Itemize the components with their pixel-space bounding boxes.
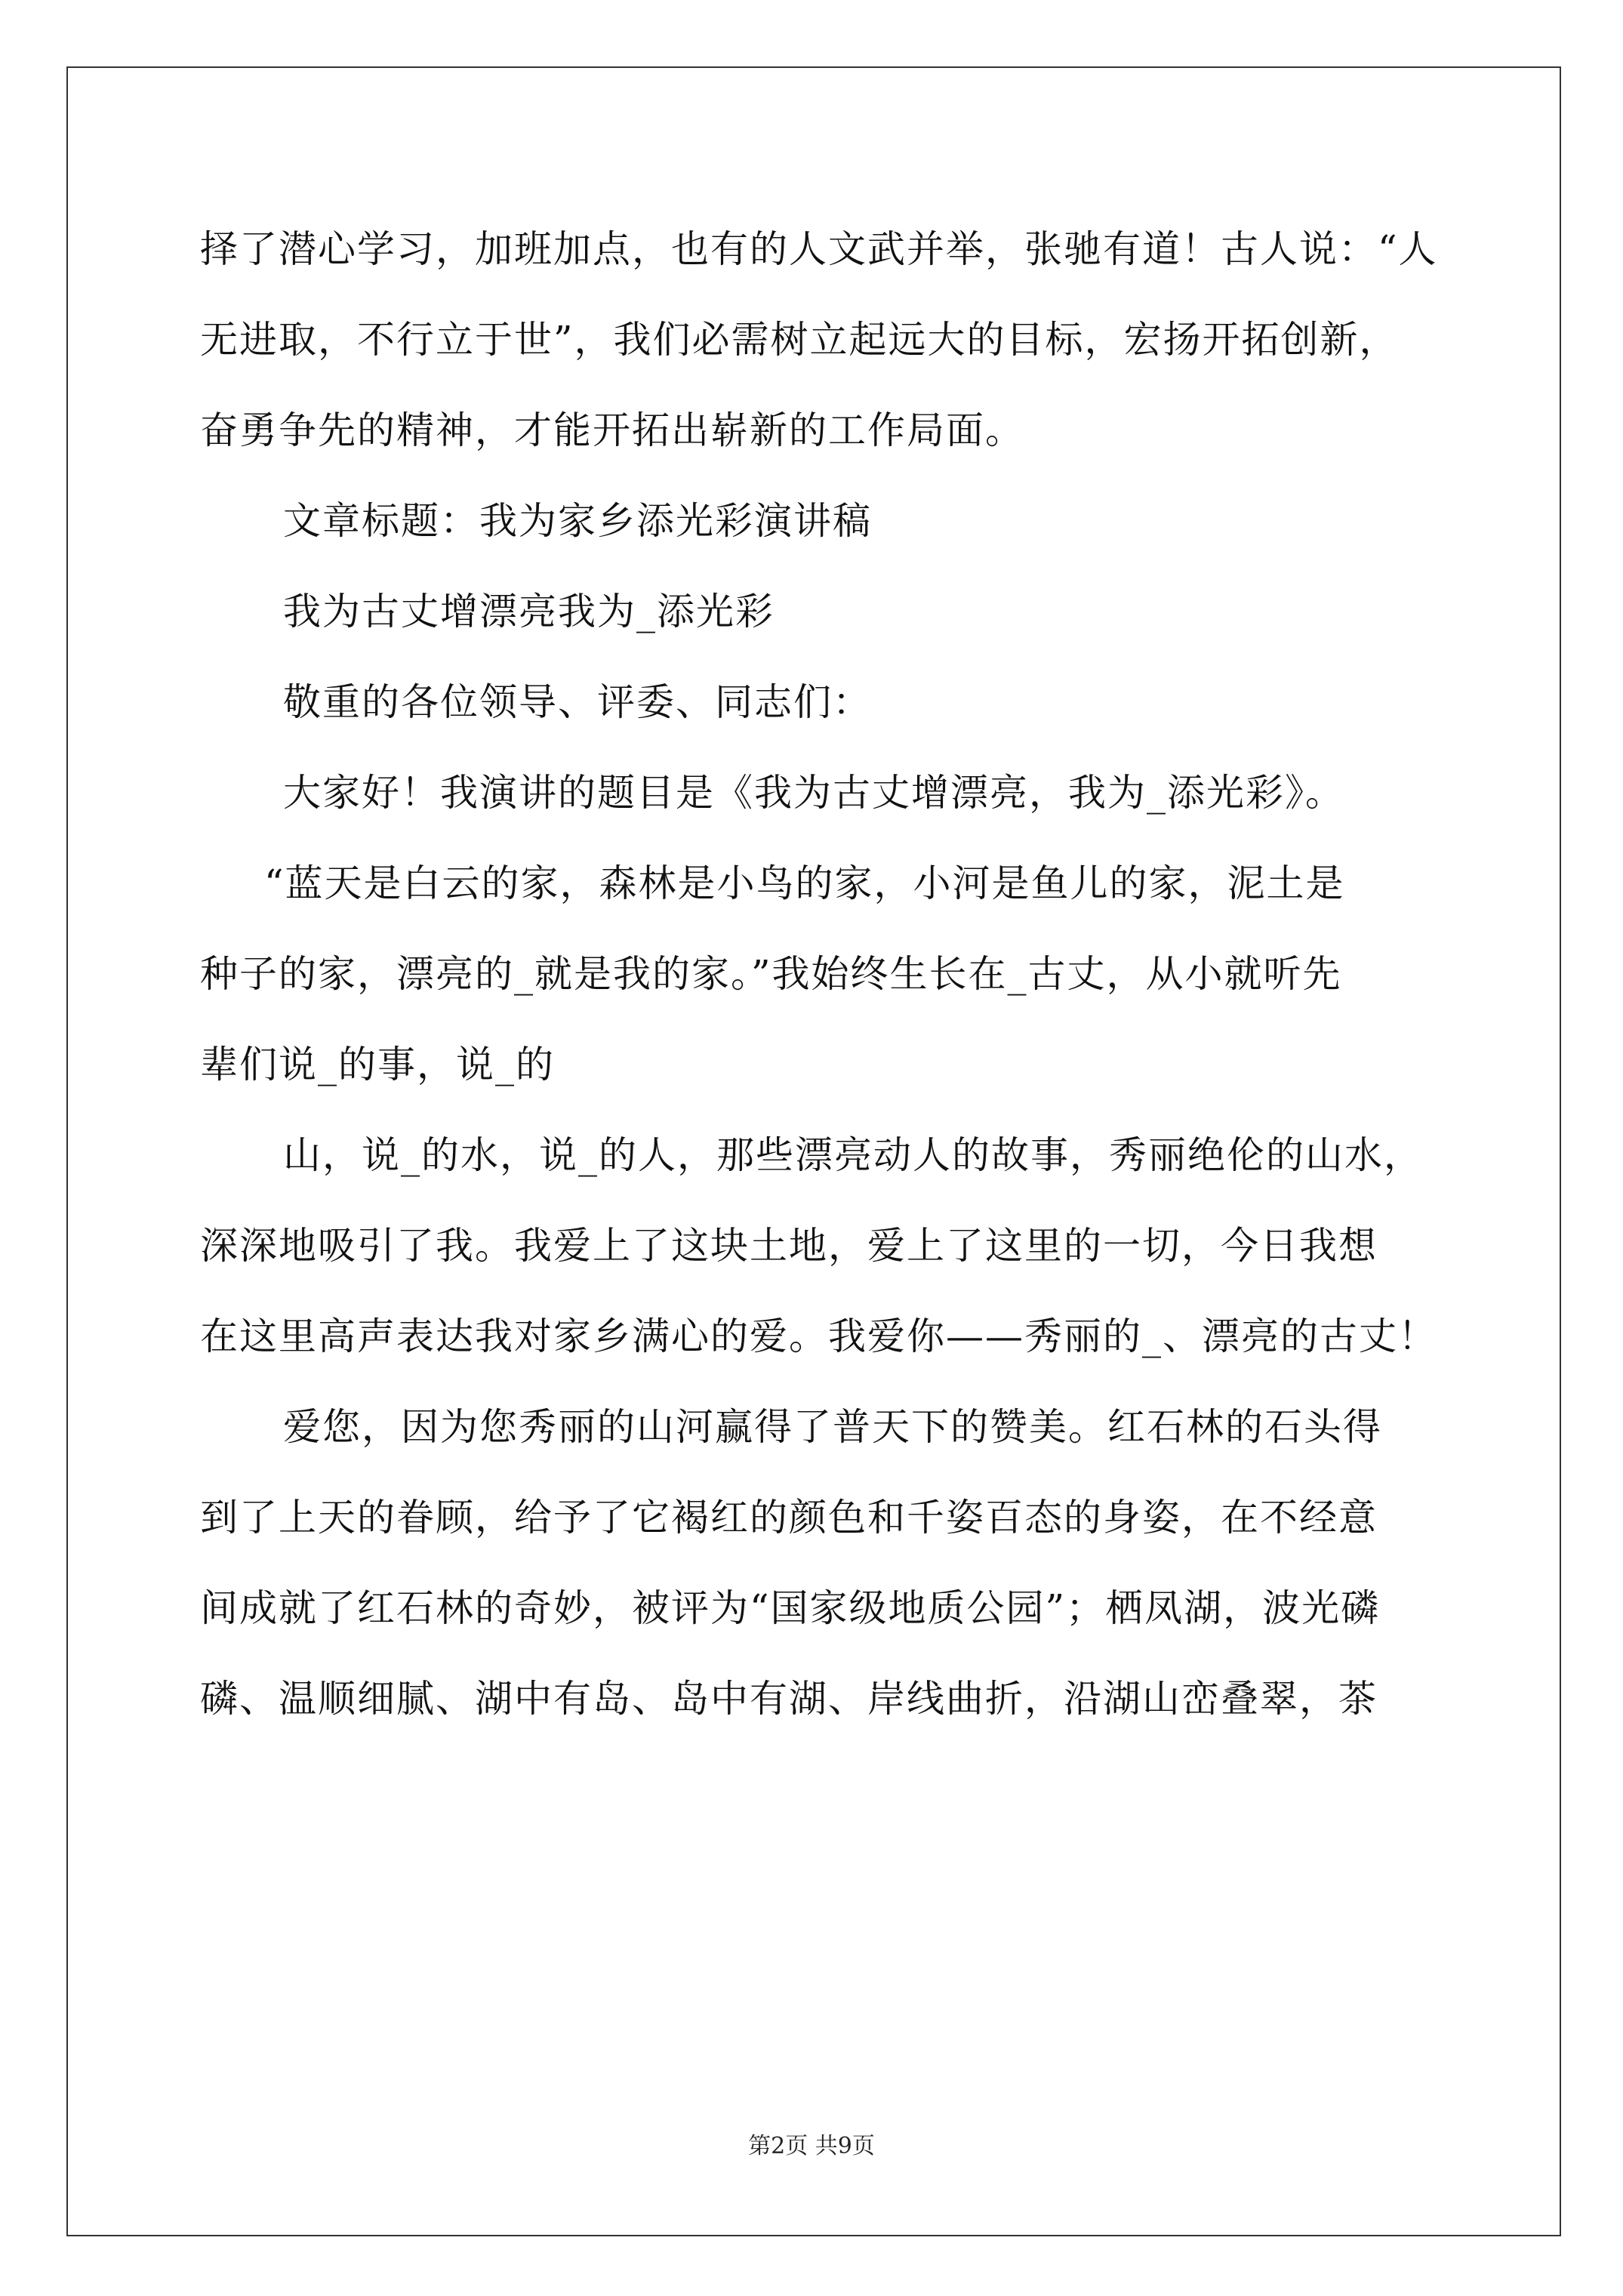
text-line: 大家好！我演讲的题目是《我为古丈增漂亮，我为_添光彩》。 bbox=[283, 771, 1344, 815]
text-line: 择了潜心学习，加班加点，也有的人文武并举，张驰有道！古人说：“人 bbox=[200, 227, 1438, 271]
text-line: 辈们说_的事，说_的 bbox=[200, 1043, 555, 1086]
text-line: 山，说_的水，说_的人，那些漂亮动人的故事，秀丽绝伦的山水， bbox=[283, 1133, 1423, 1177]
text-line: 爱您，因为您秀丽的山河赢得了普天下的赞美。红石林的石头得 bbox=[283, 1405, 1382, 1449]
page-footer: 第2页 共9页 bbox=[748, 2133, 875, 2159]
text-line: 无进取，不行立于世”，我们必需树立起远大的目标，宏扬开拓创新， bbox=[200, 318, 1399, 362]
salutation: 敬重的各位领导、评委、同志们： bbox=[283, 680, 872, 724]
text-line: 间成就了红石林的奇妙，被评为“国家级地质公园”；栖凤湖，波光磷 bbox=[200, 1586, 1381, 1630]
text-line: 奋勇争先的精神，才能开拓出崭新的工作局面。 bbox=[200, 408, 1024, 452]
text-line: 到了上天的眷顾，给予了它褐红的颜色和千姿百态的身姿，在不经意 bbox=[200, 1496, 1378, 1539]
text-line: 在这里高声表达我对家乡满心的爱。我爱你——秀丽的_、漂亮的古丈！ bbox=[200, 1314, 1437, 1358]
text-line: 深深地吸引了我。我爱上了这块土地，爱上了这里的一切，今日我想 bbox=[200, 1224, 1378, 1268]
speech-title: 我为古丈增漂亮我为_添光彩 bbox=[283, 590, 775, 633]
text-line: “蓝天是白云的家，森林是小鸟的家，小河是鱼儿的家，泥土是 bbox=[264, 861, 1345, 905]
text-line: 磷、温顺细腻、湖中有岛、岛中有湖、岸线曲折，沿湖山峦叠翠，茶 bbox=[200, 1677, 1378, 1721]
section-title: 文章标题：我为家乡添光彩演讲稿 bbox=[283, 499, 872, 543]
text-line: 种子的家，漂亮的_就是我的家。”我始终生长在_古丈，从小就听先 bbox=[200, 952, 1342, 996]
